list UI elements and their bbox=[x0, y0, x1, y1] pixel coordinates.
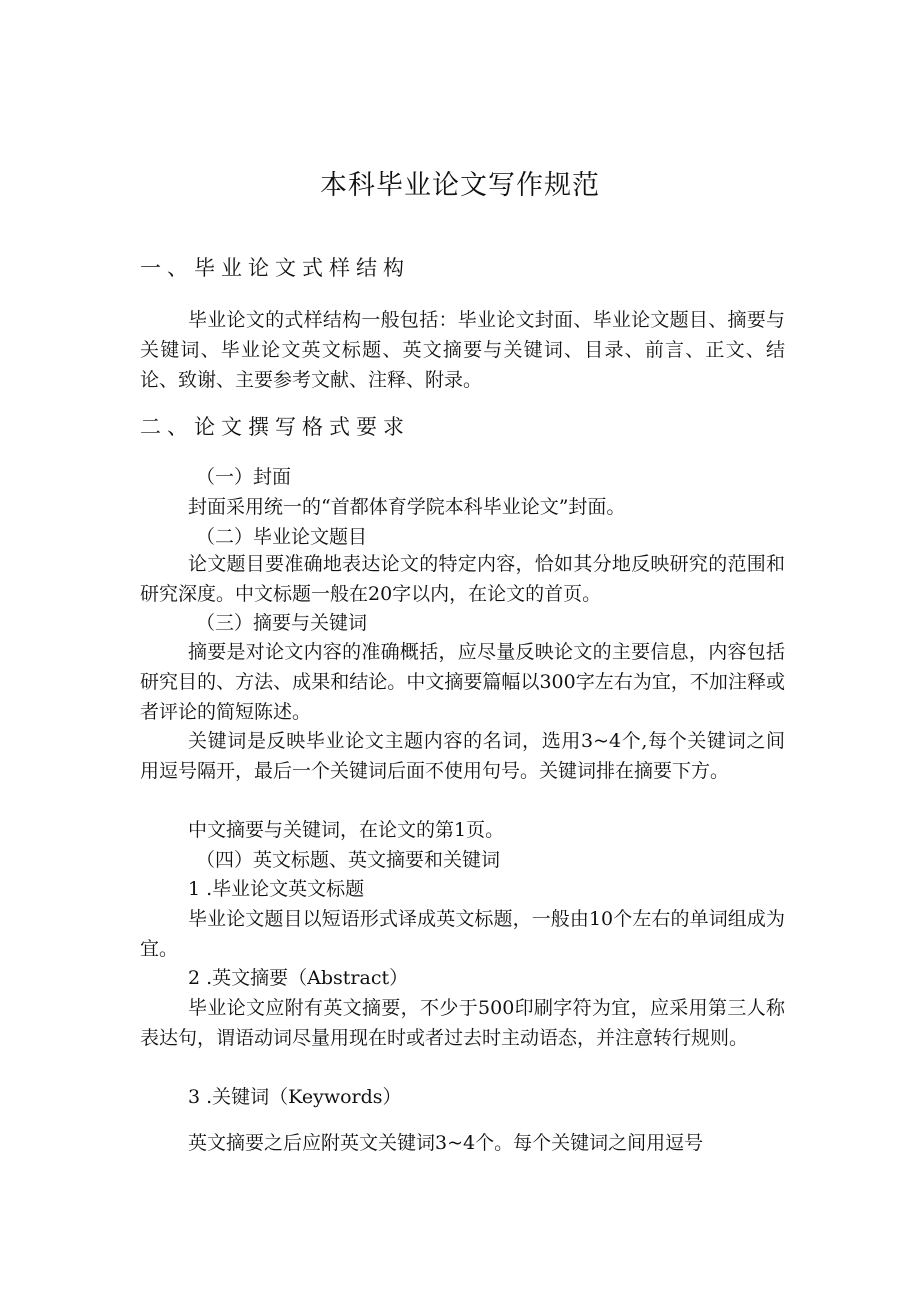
subheading-topic: （二）毕业论文题目 bbox=[196, 526, 368, 548]
paragraph-english-keywords: 英文摘要之后应附英文关键词3~4个。每个关键词之间用逗号 bbox=[188, 1132, 704, 1154]
subheading-abstract: （三）摘要与关键词 bbox=[196, 612, 368, 634]
item-label-english-title: 1 .毕业论文英文标题 bbox=[188, 878, 365, 900]
paragraph-topic: 论文题目要准确地表达论文的特定内容，恰如其分地反映研究的范围和研究深度。中文标题一般在20字以内，在论文的首页。 bbox=[140, 553, 785, 605]
paragraph-keywords: 关键词是反映毕业论文主题内容的名词，选用3~4个,每个关键词之间用逗号隔开，最后一个关键词后面不使用句号。关键词排在摘要下方。 bbox=[140, 730, 785, 782]
paragraph-page: 中文摘要与关键词，在论文的第1页。 bbox=[188, 819, 505, 841]
item-label-abstract: 2 .英文摘要（Abstract） bbox=[188, 967, 409, 989]
subheading-cover: （一）封面 bbox=[196, 466, 292, 488]
item-label-keywords: 3 .关键词（Keywords） bbox=[188, 1086, 402, 1108]
section-heading-structure: 一、毕业论文式样结构 bbox=[140, 256, 410, 280]
subheading-english: （四）英文标题、英文摘要和关键词 bbox=[196, 849, 501, 871]
paragraph-abstract: 摘要是对论文内容的准确概括，应尽量反映论文的主要信息，内容包括研究目的、方法、成果和结论。中文摘要篇幅以300字左右为宜，不加注释或者评论的简短陈述。 bbox=[140, 641, 785, 723]
section-heading-format: 二、论文撰写格式要求 bbox=[140, 415, 410, 439]
paragraph-cover: 封面采用统一的“首都体育学院本科毕业论文”封面。 bbox=[188, 496, 626, 518]
paragraph-structure: 毕业论文的式样结构一般包括：毕业论文封面、毕业论文题目、摘要与关键词、毕业论文英文标题、英文摘要与关键词、目录、前言、正文、结论、致谢、主要参考文献、注释、附录。 bbox=[140, 309, 785, 391]
paragraph-english-abstract: 毕业论文应附有英文摘要，不少于500印刷字符为宜，应采用第三人称表达句，谓语动词尽量用现在时或者过去时主动语态，并注意转行规则。 bbox=[140, 997, 785, 1049]
document-title: 本科毕业论文写作规范 bbox=[320, 170, 600, 201]
paragraph-english-title: 毕业论文题目以短语形式译成英文标题，一般由10个左右的单词组成为宜。 bbox=[140, 908, 785, 960]
